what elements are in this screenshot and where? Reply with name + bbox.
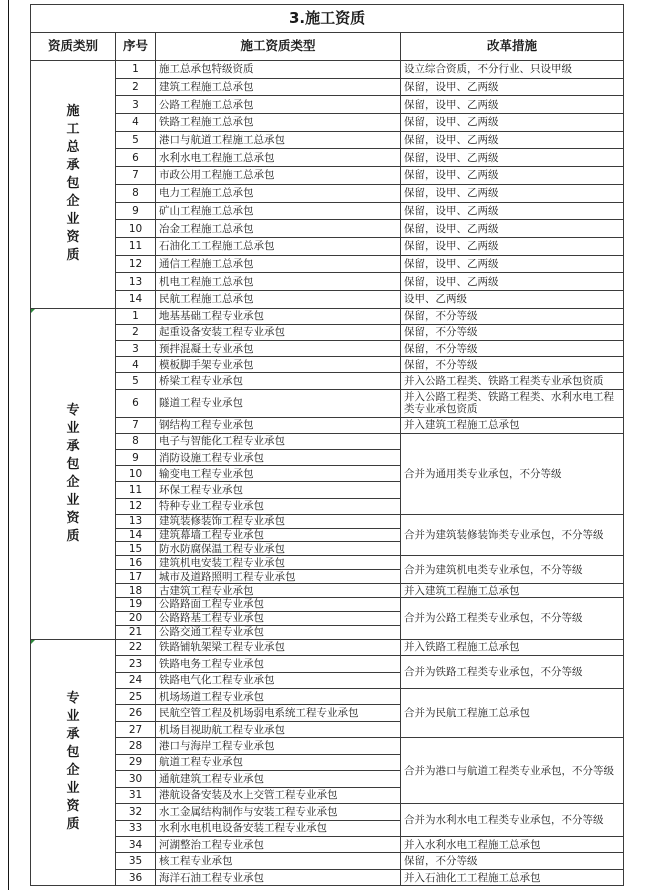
row-number-cell: 11 bbox=[116, 237, 156, 255]
reform-measure-cell: 并入建筑工程施工总承包 bbox=[401, 584, 624, 598]
table-row bbox=[31, 584, 624, 598]
qualification-type-cell: 施工总承包特级资质 bbox=[156, 61, 401, 79]
reform-measure-cell: 保留，设甲、乙两级 bbox=[401, 255, 624, 273]
table-row bbox=[31, 290, 624, 308]
reform-measure-cell: 保留，设甲、乙两级 bbox=[401, 167, 624, 185]
qualification-type-cell: 港航设备安装及水上交管工程专业承包 bbox=[156, 787, 401, 803]
row-number-cell: 34 bbox=[116, 836, 156, 852]
row-number-cell: 10 bbox=[116, 220, 156, 238]
row-number-cell: 7 bbox=[116, 167, 156, 185]
qualification-type-cell: 港口与海岸工程专业承包 bbox=[156, 738, 401, 754]
reform-measure-cell: 并入水利水电工程施工总承包 bbox=[401, 836, 624, 852]
header-type: 施工资质类型 bbox=[156, 33, 401, 61]
table-row bbox=[31, 184, 624, 202]
reform-measure-cell: 保留，设甲、乙两级 bbox=[401, 149, 624, 167]
reform-measure-cell: 合并为水利水电工程类专业承包，不分等级 bbox=[401, 804, 624, 837]
row-number-cell: 21 bbox=[116, 625, 156, 639]
row-number-cell: 1 bbox=[116, 308, 156, 324]
category-cell bbox=[31, 61, 116, 309]
row-number-cell: 24 bbox=[116, 672, 156, 688]
qualification-type-cell: 地基基础工程专业承包 bbox=[156, 308, 401, 324]
row-number-cell: 8 bbox=[116, 184, 156, 202]
table-row bbox=[31, 341, 624, 357]
qualification-type-cell: 铁路电务工程专业承包 bbox=[156, 656, 401, 672]
qualification-type-cell: 输变电工程专业承包 bbox=[156, 466, 401, 482]
table-row bbox=[31, 389, 624, 417]
table-row bbox=[31, 836, 624, 852]
qualification-type-cell: 公路路基工程专业承包 bbox=[156, 611, 401, 625]
reform-measure-cell: 保留，设甲、乙两级 bbox=[401, 237, 624, 255]
qualification-type-cell: 模板脚手架专业承包 bbox=[156, 357, 401, 373]
table-row bbox=[31, 433, 624, 449]
row-number-cell: 3 bbox=[116, 96, 156, 114]
qualification-type-cell: 公路交通工程专业承包 bbox=[156, 625, 401, 639]
qualification-table bbox=[30, 4, 624, 886]
qualification-type-cell: 公路工程施工总承包 bbox=[156, 96, 401, 114]
qualification-type-cell: 机电工程施工总承包 bbox=[156, 273, 401, 291]
table-row bbox=[31, 273, 624, 291]
table-row bbox=[31, 639, 624, 655]
qualification-type-cell: 预拌混凝土专业承包 bbox=[156, 341, 401, 357]
qualification-type-cell: 建筑幕墙工程专业承包 bbox=[156, 528, 401, 542]
row-number-cell: 3 bbox=[116, 341, 156, 357]
row-number-cell: 20 bbox=[116, 611, 156, 625]
category-label: 施工总承包企业资质 bbox=[66, 104, 80, 264]
table-row bbox=[31, 417, 624, 433]
category-cell bbox=[31, 639, 116, 886]
qualification-type-cell: 冶金工程施工总承包 bbox=[156, 220, 401, 238]
table-row bbox=[31, 869, 624, 885]
row-number-cell: 25 bbox=[116, 689, 156, 705]
qualification-type-cell: 民航空管工程及机场弱电系统工程专业承包 bbox=[156, 705, 401, 721]
reform-measure-cell: 合并为民航工程施工总承包 bbox=[401, 689, 624, 738]
title-row bbox=[31, 5, 624, 33]
row-number-cell: 6 bbox=[116, 389, 156, 417]
row-number-cell: 14 bbox=[116, 528, 156, 542]
table-row bbox=[31, 237, 624, 255]
header-category: 资质类别 bbox=[31, 33, 116, 61]
table-row bbox=[31, 114, 624, 132]
qualification-type-cell: 海洋石油工程专业承包 bbox=[156, 869, 401, 885]
qualification-type-cell: 水工金属结构制作与安装工程专业承包 bbox=[156, 804, 401, 820]
qualification-type-cell: 铁路铺轨架梁工程专业承包 bbox=[156, 639, 401, 655]
table-row bbox=[31, 689, 624, 705]
reform-measure-cell: 保留，设甲、乙两级 bbox=[401, 184, 624, 202]
row-number-cell: 12 bbox=[116, 255, 156, 273]
reform-measure-cell: 并入公路工程类、铁路工程类专业承包资质 bbox=[401, 373, 624, 389]
category-cell bbox=[31, 308, 116, 639]
row-number-cell: 9 bbox=[116, 449, 156, 465]
page-title: 3.施工资质 bbox=[31, 5, 624, 33]
qualification-type-cell: 铁路电气化工程专业承包 bbox=[156, 672, 401, 688]
qualification-type-cell: 特种专业工程专业承包 bbox=[156, 498, 401, 514]
cell-flag-icon bbox=[31, 640, 35, 644]
qualification-type-cell: 公路路面工程专业承包 bbox=[156, 598, 401, 612]
row-number-cell: 33 bbox=[116, 820, 156, 836]
page-border-line bbox=[8, 0, 9, 890]
row-number-cell: 5 bbox=[116, 131, 156, 149]
table-row bbox=[31, 78, 624, 96]
table-row bbox=[31, 61, 624, 79]
table-row bbox=[31, 308, 624, 324]
table-row bbox=[31, 324, 624, 340]
qualification-type-cell: 防水防腐保温工程专业承包 bbox=[156, 542, 401, 556]
qualification-type-cell: 消防设施工程专业承包 bbox=[156, 449, 401, 465]
row-number-cell: 5 bbox=[116, 373, 156, 389]
cell-flag-icon bbox=[31, 309, 35, 313]
row-number-cell: 7 bbox=[116, 417, 156, 433]
row-number-cell: 13 bbox=[116, 514, 156, 528]
row-number-cell: 4 bbox=[116, 114, 156, 132]
reform-measure-cell: 并入建筑工程施工总承包 bbox=[401, 417, 624, 433]
reform-measure-cell: 合并为铁路工程类专业承包，不分等级 bbox=[401, 656, 624, 689]
qualification-type-cell: 市政公用工程施工总承包 bbox=[156, 167, 401, 185]
reform-measure-cell: 保留，不分等级 bbox=[401, 853, 624, 869]
qualification-type-cell: 河湖整治工程专业承包 bbox=[156, 836, 401, 852]
qualification-type-cell: 建筑机电安装工程专业承包 bbox=[156, 556, 401, 570]
row-number-cell: 16 bbox=[116, 556, 156, 570]
row-number-cell: 26 bbox=[116, 705, 156, 721]
header-row bbox=[31, 33, 624, 61]
table-row bbox=[31, 202, 624, 220]
row-number-cell: 28 bbox=[116, 738, 156, 754]
qualification-type-cell: 通航建筑工程专业承包 bbox=[156, 771, 401, 787]
header-measure: 改革措施 bbox=[401, 33, 624, 61]
reform-measure-cell: 合并为港口与航道工程类专业承包，不分等级 bbox=[401, 738, 624, 804]
reform-measure-cell: 保留，不分等级 bbox=[401, 324, 624, 340]
reform-measure-cell: 保留，设甲、乙两级 bbox=[401, 273, 624, 291]
qualification-type-cell: 建筑工程施工总承包 bbox=[156, 78, 401, 96]
reform-measure-cell: 保留，设甲、乙两级 bbox=[401, 202, 624, 220]
qualification-type-cell: 环保工程专业承包 bbox=[156, 482, 401, 498]
row-number-cell: 1 bbox=[116, 61, 156, 79]
reform-measure-cell: 保留，不分等级 bbox=[401, 357, 624, 373]
row-number-cell: 30 bbox=[116, 771, 156, 787]
row-number-cell: 11 bbox=[116, 482, 156, 498]
qualification-type-cell: 钢结构工程专业承包 bbox=[156, 417, 401, 433]
row-number-cell: 36 bbox=[116, 869, 156, 885]
row-number-cell: 13 bbox=[116, 273, 156, 291]
table-row bbox=[31, 514, 624, 528]
table-row bbox=[31, 804, 624, 820]
table-row bbox=[31, 598, 624, 612]
qualification-type-cell: 建筑装修装饰工程专业承包 bbox=[156, 514, 401, 528]
row-number-cell: 12 bbox=[116, 498, 156, 514]
reform-measure-cell: 并入公路工程类、铁路工程类、水利水电工程类专业承包资质 bbox=[401, 389, 624, 417]
table-row bbox=[31, 149, 624, 167]
row-number-cell: 29 bbox=[116, 754, 156, 770]
reform-measure-cell: 合并为通用类专业承包，不分等级 bbox=[401, 433, 624, 514]
row-number-cell: 17 bbox=[116, 570, 156, 584]
qualification-type-cell: 石油化工工程施工总承包 bbox=[156, 237, 401, 255]
reform-measure-cell: 设立综合资质，不分行业、只设甲级 bbox=[401, 61, 624, 79]
row-number-cell: 19 bbox=[116, 598, 156, 612]
row-number-cell: 4 bbox=[116, 357, 156, 373]
reform-measure-cell: 保留，设甲、乙两级 bbox=[401, 131, 624, 149]
row-number-cell: 9 bbox=[116, 202, 156, 220]
row-number-cell: 2 bbox=[116, 78, 156, 96]
qualification-type-cell: 水利水电工程施工总承包 bbox=[156, 149, 401, 167]
row-number-cell: 14 bbox=[116, 290, 156, 308]
reform-measure-cell: 保留，设甲、乙两级 bbox=[401, 78, 624, 96]
table-row bbox=[31, 131, 624, 149]
row-number-cell: 15 bbox=[116, 542, 156, 556]
table-row bbox=[31, 255, 624, 273]
reform-measure-cell: 合并为建筑装修装饰类专业承包，不分等级 bbox=[401, 514, 624, 556]
table-row bbox=[31, 853, 624, 869]
row-number-cell: 8 bbox=[116, 433, 156, 449]
reform-measure-cell: 保留，设甲、乙两级 bbox=[401, 220, 624, 238]
table-row bbox=[31, 96, 624, 114]
reform-measure-cell: 保留，不分等级 bbox=[401, 341, 624, 357]
qualification-type-cell: 古建筑工程专业承包 bbox=[156, 584, 401, 598]
qualification-type-cell: 水利水电机电设备安装工程专业承包 bbox=[156, 820, 401, 836]
table-row bbox=[31, 373, 624, 389]
row-number-cell: 10 bbox=[116, 466, 156, 482]
table-row bbox=[31, 656, 624, 672]
qualification-type-cell: 矿山工程施工总承包 bbox=[156, 202, 401, 220]
table-row bbox=[31, 220, 624, 238]
qualification-type-cell: 航道工程专业承包 bbox=[156, 754, 401, 770]
qualification-type-cell: 核工程专业承包 bbox=[156, 853, 401, 869]
reform-measure-cell: 合并为建筑机电类专业承包，不分等级 bbox=[401, 556, 624, 584]
row-number-cell: 18 bbox=[116, 584, 156, 598]
table-row bbox=[31, 738, 624, 754]
category-label: 专业承包企业资质 bbox=[66, 691, 80, 833]
qualification-type-cell: 机场目视助航工程专业承包 bbox=[156, 721, 401, 737]
qualification-type-cell: 机场场道工程专业承包 bbox=[156, 689, 401, 705]
row-number-cell: 2 bbox=[116, 324, 156, 340]
reform-measure-cell: 保留，不分等级 bbox=[401, 308, 624, 324]
qualification-type-cell: 起重设备安装工程专业承包 bbox=[156, 324, 401, 340]
row-number-cell: 31 bbox=[116, 787, 156, 803]
qualification-type-cell: 通信工程施工总承包 bbox=[156, 255, 401, 273]
reform-measure-cell: 保留，设甲、乙两级 bbox=[401, 96, 624, 114]
table-row bbox=[31, 167, 624, 185]
qualification-type-cell: 电力工程施工总承包 bbox=[156, 184, 401, 202]
qualification-type-cell: 桥梁工程专业承包 bbox=[156, 373, 401, 389]
row-number-cell: 32 bbox=[116, 804, 156, 820]
row-number-cell: 23 bbox=[116, 656, 156, 672]
qualification-type-cell: 港口与航道工程施工总承包 bbox=[156, 131, 401, 149]
reform-measure-cell: 设甲、乙两级 bbox=[401, 290, 624, 308]
qualification-type-cell: 铁路工程施工总承包 bbox=[156, 114, 401, 132]
qualification-type-cell: 民航工程施工总承包 bbox=[156, 290, 401, 308]
category-label: 专业承包企业资质 bbox=[66, 402, 80, 544]
row-number-cell: 6 bbox=[116, 149, 156, 167]
qualification-type-cell: 隧道工程专业承包 bbox=[156, 389, 401, 417]
row-number-cell: 22 bbox=[116, 639, 156, 655]
header-no: 序号 bbox=[116, 33, 156, 61]
qualification-type-cell: 电子与智能化工程专业承包 bbox=[156, 433, 401, 449]
table-row bbox=[31, 556, 624, 570]
reform-measure-cell: 并入铁路工程施工总承包 bbox=[401, 639, 624, 655]
row-number-cell: 27 bbox=[116, 721, 156, 737]
reform-measure-cell: 保留，设甲、乙两级 bbox=[401, 114, 624, 132]
reform-measure-cell: 合并为公路工程类专业承包，不分等级 bbox=[401, 598, 624, 640]
qualification-type-cell: 城市及道路照明工程专业承包 bbox=[156, 570, 401, 584]
reform-measure-cell: 并入石油化工工程施工总承包 bbox=[401, 869, 624, 885]
row-number-cell: 35 bbox=[116, 853, 156, 869]
table-row bbox=[31, 357, 624, 373]
